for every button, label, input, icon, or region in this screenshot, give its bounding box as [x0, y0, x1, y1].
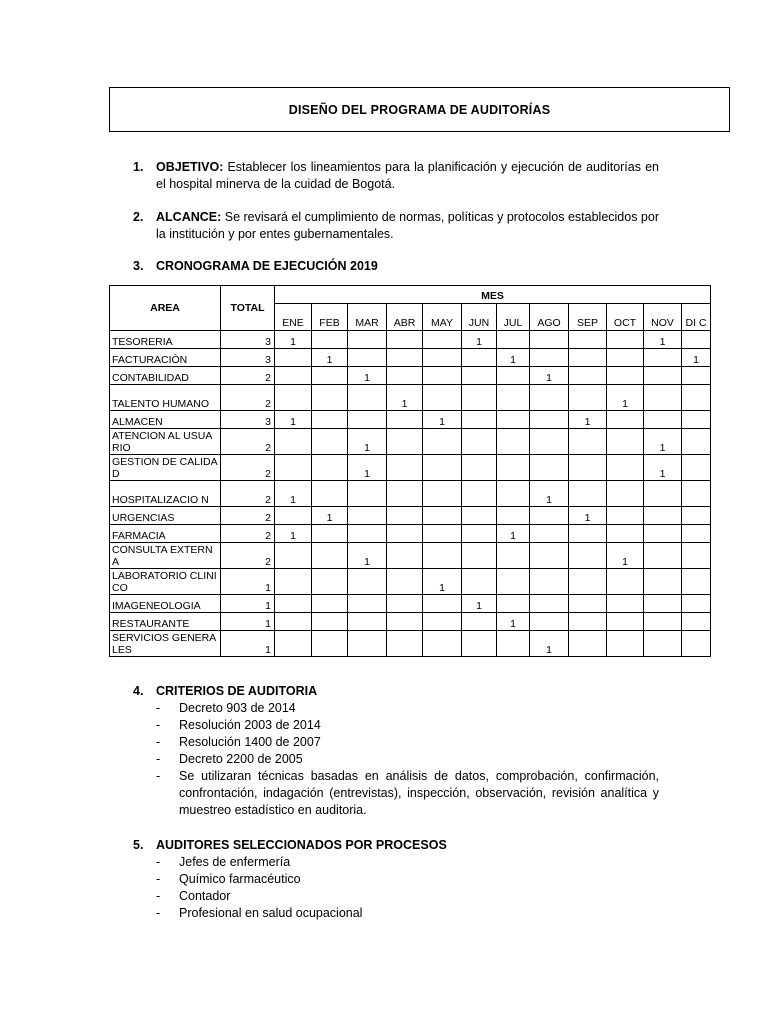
area-cell: TALENTO HUMANO [110, 385, 221, 411]
month-cell: 1 [644, 429, 682, 455]
list-item-text: Jefes de enfermería [179, 855, 291, 869]
month-cell [387, 595, 423, 613]
list-item-text: Químico farmacéutico [179, 872, 301, 886]
month-cell [312, 595, 348, 613]
month-cell [387, 481, 423, 507]
month-cell [569, 385, 607, 411]
month-cell: 1 [348, 367, 387, 385]
list-item [156, 734, 659, 751]
month-cell: 1 [497, 525, 530, 543]
month-cell [682, 367, 711, 385]
month-cell [569, 481, 607, 507]
month-cell [387, 613, 423, 631]
area-cell: HOSPITALIZACIO N [110, 481, 221, 507]
month-cell [348, 349, 387, 367]
list-item [156, 888, 659, 905]
month-cell: 1 [644, 455, 682, 481]
month-cell [530, 411, 569, 429]
month-cell [275, 595, 312, 613]
month-cell [569, 569, 607, 595]
month-cell [462, 455, 497, 481]
month-cell: 1 [275, 525, 312, 543]
area-cell: ALMACEN [110, 411, 221, 429]
section-body [156, 159, 659, 193]
section-number: 1. [133, 160, 144, 174]
header-total: TOTAL [221, 286, 275, 331]
month-cell [569, 631, 607, 657]
month-cell [569, 613, 607, 631]
month-cell [348, 569, 387, 595]
month-cell [607, 481, 644, 507]
list-item-text: Resolución 1400 de 2007 [179, 735, 321, 749]
month-cell [607, 613, 644, 631]
month-cell [275, 429, 312, 455]
table-row [110, 481, 711, 507]
month-cell [275, 631, 312, 657]
month-cell: 1 [530, 631, 569, 657]
month-cell [682, 481, 711, 507]
total-cell: 2 [221, 525, 275, 543]
month-cell [348, 481, 387, 507]
month-cell [607, 349, 644, 367]
month-cell [312, 385, 348, 411]
month-cell [312, 525, 348, 543]
month-cell [387, 349, 423, 367]
table-row [110, 367, 711, 385]
month-cell [644, 349, 682, 367]
month-cell [497, 631, 530, 657]
month-cell [312, 569, 348, 595]
section-cronograma [133, 258, 659, 275]
month-header: JUL [497, 304, 530, 331]
month-cell [607, 331, 644, 349]
total-cell: 1 [221, 569, 275, 595]
schedule-body [110, 331, 711, 657]
month-cell [462, 429, 497, 455]
month-cell [423, 385, 462, 411]
bullet-dash: - [156, 906, 161, 920]
month-cell: 1 [607, 543, 644, 569]
month-cell [423, 525, 462, 543]
month-cell [569, 595, 607, 613]
section-body [156, 209, 659, 243]
month-cell: 1 [644, 331, 682, 349]
month-cell [497, 569, 530, 595]
area-cell: RESTAURANTE [110, 613, 221, 631]
month-cell [387, 543, 423, 569]
month-cell [387, 569, 423, 595]
month-cell [497, 367, 530, 385]
month-cell [462, 481, 497, 507]
area-cell: ATENCION AL USUARIO [110, 429, 221, 455]
month-cell: 1 [275, 411, 312, 429]
month-cell [530, 525, 569, 543]
month-cell: 1 [530, 481, 569, 507]
month-cell [423, 543, 462, 569]
area-cell: IMAGENEOLOGIA [110, 595, 221, 613]
month-cell [348, 631, 387, 657]
total-cell: 3 [221, 331, 275, 349]
month-cell [275, 543, 312, 569]
month-cell [682, 595, 711, 613]
list-item [156, 854, 659, 871]
month-cell [497, 595, 530, 613]
month-cell [348, 595, 387, 613]
month-cell [462, 569, 497, 595]
month-cell [530, 507, 569, 525]
list-item-text: Profesional en salud ocupacional [179, 906, 363, 920]
month-cell [644, 367, 682, 385]
section-heading: AUDITORES SELECCIONADOS POR PROCESOS [156, 838, 447, 852]
month-cell [348, 525, 387, 543]
list-item [156, 768, 659, 819]
month-cell: 1 [387, 385, 423, 411]
month-cell: 1 [569, 507, 607, 525]
month-cell [644, 543, 682, 569]
month-cell [569, 331, 607, 349]
month-cell: 1 [569, 411, 607, 429]
month-cell [387, 411, 423, 429]
month-cell: 1 [348, 455, 387, 481]
section-number: 5. [133, 838, 144, 852]
month-header: SEP [569, 304, 607, 331]
month-cell [607, 569, 644, 595]
month-cell [682, 525, 711, 543]
total-cell: 1 [221, 631, 275, 657]
total-cell: 2 [221, 455, 275, 481]
area-cell: SERVICIOS GENERALES [110, 631, 221, 657]
month-cell [530, 543, 569, 569]
month-cell [423, 349, 462, 367]
month-cell [312, 543, 348, 569]
month-cell [387, 507, 423, 525]
month-cell [423, 455, 462, 481]
list-item [156, 717, 659, 734]
total-cell: 3 [221, 411, 275, 429]
section-heading: CRONOGRAMA DE EJECUCIÓN 2019 [156, 259, 378, 273]
month-cell [462, 367, 497, 385]
table-row [110, 543, 711, 569]
month-cell [275, 507, 312, 525]
month-cell: 1 [682, 349, 711, 367]
schedule-table [109, 285, 711, 657]
month-cell [682, 331, 711, 349]
month-header: JUN [462, 304, 497, 331]
bullet-dash: - [156, 855, 161, 869]
month-cell [423, 595, 462, 613]
table-row [110, 569, 711, 595]
month-cell [423, 613, 462, 631]
month-cell [644, 613, 682, 631]
month-cell: 1 [348, 429, 387, 455]
month-cell [607, 429, 644, 455]
month-cell [423, 429, 462, 455]
month-cell: 1 [312, 349, 348, 367]
table-row [110, 411, 711, 429]
month-cell [462, 349, 497, 367]
list-item-text: Se utilizaran técnicas basadas en análisis de datos, comprobación, confirmación, confrontación, indagación (entrevistas), inspección, observación, revisión analítica y muestreo estadístico en auditoria. [179, 769, 659, 817]
table-row [110, 385, 711, 411]
table-row [110, 525, 711, 543]
header-mes: MES [275, 286, 711, 304]
month-header: MAR [348, 304, 387, 331]
month-cell [348, 507, 387, 525]
month-cell [530, 595, 569, 613]
month-cell [644, 507, 682, 525]
month-cell [530, 455, 569, 481]
month-cell [530, 331, 569, 349]
month-cell [530, 569, 569, 595]
month-cell: 1 [497, 349, 530, 367]
month-cell: 1 [312, 507, 348, 525]
section-auditores [133, 837, 659, 922]
month-cell: 1 [423, 569, 462, 595]
section-alcance [133, 209, 659, 243]
list-item-text: Decreto 903 de 2014 [179, 701, 296, 715]
month-cell [387, 429, 423, 455]
month-cell [607, 507, 644, 525]
auditores-list [156, 854, 659, 922]
area-cell: LABORATORIO CLINICO [110, 569, 221, 595]
month-cell [607, 455, 644, 481]
month-cell: 1 [275, 481, 312, 507]
area-cell: CONSULTA EXTERNA [110, 543, 221, 569]
table-row [110, 429, 711, 455]
criterios-list [156, 700, 659, 819]
month-cell [462, 507, 497, 525]
month-cell [682, 385, 711, 411]
month-cell [530, 429, 569, 455]
month-cell [275, 367, 312, 385]
month-cell [530, 613, 569, 631]
table-row [110, 613, 711, 631]
month-cell: 1 [275, 331, 312, 349]
month-cell [497, 385, 530, 411]
table-row [110, 455, 711, 481]
month-cell [312, 367, 348, 385]
month-cell [312, 455, 348, 481]
month-header: MAY [423, 304, 462, 331]
month-cell [312, 331, 348, 349]
month-cell [569, 349, 607, 367]
table-row [110, 331, 711, 349]
month-cell [462, 385, 497, 411]
month-cell [275, 385, 312, 411]
month-header: NOV [644, 304, 682, 331]
month-cell [497, 455, 530, 481]
section-number: 2. [133, 210, 144, 224]
month-cell [569, 525, 607, 543]
month-cell [387, 631, 423, 657]
bullet-dash: - [156, 735, 161, 749]
month-cell [644, 481, 682, 507]
total-cell: 2 [221, 543, 275, 569]
month-cell [682, 613, 711, 631]
month-cell [644, 595, 682, 613]
table-row [110, 349, 711, 367]
month-cell [387, 455, 423, 481]
month-cell [497, 331, 530, 349]
month-cell: 1 [462, 331, 497, 349]
month-header: FEB [312, 304, 348, 331]
month-cell [348, 331, 387, 349]
month-header: DI C [682, 304, 711, 331]
total-cell: 2 [221, 367, 275, 385]
month-cell: 1 [607, 385, 644, 411]
month-cell [387, 331, 423, 349]
area-cell: URGENCIAS [110, 507, 221, 525]
month-cell [682, 631, 711, 657]
month-cell [387, 367, 423, 385]
month-cell [497, 411, 530, 429]
month-cell: 1 [348, 543, 387, 569]
table-row [110, 507, 711, 525]
list-item-text: Decreto 2200 de 2005 [179, 752, 303, 766]
month-cell [348, 385, 387, 411]
month-cell [607, 367, 644, 385]
header-area: AREA [110, 286, 221, 331]
month-header: AGO [530, 304, 569, 331]
list-item-text: Contador [179, 889, 231, 903]
month-cell [644, 525, 682, 543]
list-item [156, 871, 659, 888]
section-label: ALCANCE: [156, 210, 222, 224]
month-cell [275, 613, 312, 631]
month-cell [312, 481, 348, 507]
month-cell [644, 631, 682, 657]
area-cell: CONTABILIDAD [110, 367, 221, 385]
total-cell: 2 [221, 507, 275, 525]
month-cell [530, 349, 569, 367]
section-heading: CRITERIOS DE AUDITORIA [156, 684, 318, 698]
month-header: OCT [607, 304, 644, 331]
list-item [156, 751, 659, 768]
month-cell [644, 569, 682, 595]
month-cell [275, 569, 312, 595]
area-cell: FACTURACIÒN [110, 349, 221, 367]
section-number: 3. [133, 259, 144, 273]
bullet-dash: - [156, 701, 161, 715]
section-label: OBJETIVO: [156, 160, 224, 174]
month-cell [682, 507, 711, 525]
month-cell [423, 481, 462, 507]
total-cell: 1 [221, 595, 275, 613]
table-row [110, 595, 711, 613]
month-cell [682, 429, 711, 455]
month-cell [644, 411, 682, 429]
month-cell [462, 631, 497, 657]
month-cell [644, 385, 682, 411]
month-cell [312, 429, 348, 455]
month-cell [462, 613, 497, 631]
month-cell [497, 507, 530, 525]
total-cell: 1 [221, 613, 275, 631]
month-header: ENE [275, 304, 312, 331]
total-cell: 2 [221, 481, 275, 507]
month-cell [348, 411, 387, 429]
month-cell [423, 507, 462, 525]
month-cell [462, 543, 497, 569]
document-title: DISEÑO DEL PROGRAMA DE AUDITORÍAS [109, 87, 730, 132]
month-cell [607, 525, 644, 543]
month-cell [497, 481, 530, 507]
month-cell [423, 367, 462, 385]
month-cell [423, 631, 462, 657]
total-cell: 2 [221, 429, 275, 455]
bullet-dash: - [156, 718, 161, 732]
month-cell: 1 [462, 595, 497, 613]
month-cell [682, 569, 711, 595]
month-cell [387, 525, 423, 543]
month-cell [312, 631, 348, 657]
month-cell [530, 385, 569, 411]
month-cell [569, 455, 607, 481]
bullet-dash: - [156, 889, 161, 903]
month-header: ABR [387, 304, 423, 331]
section-criterios [133, 683, 659, 819]
total-cell: 2 [221, 385, 275, 411]
section-number: 4. [133, 684, 144, 698]
month-cell: 1 [497, 613, 530, 631]
month-cell [682, 543, 711, 569]
bullet-dash: - [156, 872, 161, 886]
month-cell [682, 455, 711, 481]
list-item-text: Resolución 2003 de 2014 [179, 718, 321, 732]
month-cell [607, 411, 644, 429]
month-cell [423, 331, 462, 349]
list-item [156, 905, 659, 922]
table-row [110, 631, 711, 657]
month-cell: 1 [530, 367, 569, 385]
month-cell [497, 429, 530, 455]
month-cell [682, 411, 711, 429]
month-cell [312, 411, 348, 429]
bullet-dash: - [156, 769, 161, 783]
section-objetivo [133, 159, 659, 193]
month-cell [312, 613, 348, 631]
month-cell [275, 455, 312, 481]
month-cell: 1 [423, 411, 462, 429]
month-cell [607, 631, 644, 657]
area-cell: GESTION DE CALIDAD [110, 455, 221, 481]
month-cell [607, 595, 644, 613]
bullet-dash: - [156, 752, 161, 766]
month-cell [462, 525, 497, 543]
section-text: Establecer los lineamientos para la planificación y ejecución de auditorías en el hospital minerva de la cuidad de Bogotá. [156, 160, 659, 191]
month-cell [569, 543, 607, 569]
month-cell [462, 411, 497, 429]
area-cell: TESORERIA [110, 331, 221, 349]
month-cell [569, 367, 607, 385]
month-cell [569, 429, 607, 455]
month-cell [497, 543, 530, 569]
month-cell [275, 349, 312, 367]
total-cell: 3 [221, 349, 275, 367]
month-cell [348, 613, 387, 631]
list-item [156, 700, 659, 717]
area-cell: FARMACIA [110, 525, 221, 543]
section-text: Se revisará el cumplimiento de normas, políticas y protocolos establecidos por la institución y por entes gubernamentales. [156, 210, 659, 241]
